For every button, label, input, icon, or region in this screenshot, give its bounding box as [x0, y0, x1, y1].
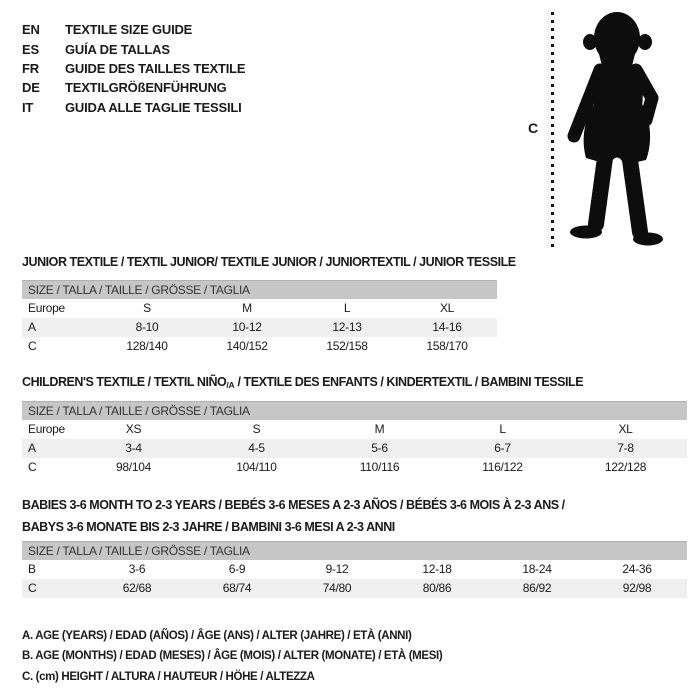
language-row-de	[22, 78, 245, 97]
language-label: GUIDA ALLE TAGLIE TESSILI	[65, 99, 242, 115]
size-cell: 128/140	[126, 339, 168, 353]
row-label: C	[22, 579, 87, 598]
size-cell: 24-36	[622, 562, 652, 576]
language-label: TEXTILE SIZE GUIDE	[65, 22, 193, 38]
size-cell: 7-8	[564, 439, 687, 458]
row-label: A	[22, 439, 72, 458]
size-cell: 86/92	[487, 579, 587, 598]
row-label: A	[22, 318, 97, 337]
height-measure-label: C	[528, 120, 539, 136]
size-cell: S	[252, 422, 261, 436]
table-row-height	[22, 337, 497, 356]
language-label: GUIDE DES TAILLES TEXTILE	[65, 60, 246, 76]
heading-line-1: BABIES 3-6 MONTH TO 2-3 YEARS / BEBÉS 3-6 MESES A 2-3 AÑOS / BÉBÉS 3-6 MOIS À 2-3 ANS /	[22, 498, 565, 512]
size-cell: 4-5	[195, 439, 318, 458]
legend-line-b: B. AGE (MONTHS) / EDAD (MESES) / ÂGE (MOIS) / ALTER (MONATE) / ETÀ (MESI)	[22, 650, 443, 663]
baby-silhouette-icon	[560, 8, 672, 248]
table-header-row	[22, 542, 687, 560]
size-cell: XL	[439, 301, 455, 315]
table-row-europe	[22, 299, 497, 318]
size-cell: XS	[125, 422, 142, 436]
size-cell: M	[242, 301, 252, 315]
size-cell: 98/104	[116, 460, 151, 474]
language-code: EN	[22, 22, 40, 38]
children-size-table	[22, 401, 687, 477]
size-cell: 74/80	[287, 579, 387, 598]
size-cell: 104/110	[236, 460, 277, 474]
size-cell: XL	[618, 422, 633, 436]
language-list	[22, 20, 245, 117]
size-header-bar: SIZE / TALLA / TAILLE / GRÖSSE / TAGLIA	[22, 402, 687, 420]
junior-size-table	[22, 280, 497, 356]
size-cell: 3-4	[72, 439, 195, 458]
size-cell: 152/158	[326, 339, 368, 353]
language-row-it	[22, 98, 245, 117]
legend-line-a: A. AGE (YEARS) / EDAD (AÑOS) / ÂGE (ANS) / ALTER (JAHRE) / ETÀ (ANNI)	[22, 630, 412, 642]
babies-size-table	[22, 541, 687, 598]
table-row-age	[22, 318, 497, 337]
language-label: GUÍA DE TALLAS	[65, 41, 170, 57]
measure-legend	[22, 626, 442, 687]
size-cell: 110/116	[359, 460, 400, 474]
size-cell: 9-12	[325, 562, 349, 576]
language-code: FR	[22, 60, 39, 76]
size-cell: 6-7	[441, 439, 564, 458]
size-cell: 10-12	[197, 318, 297, 337]
size-cell: M	[374, 422, 385, 436]
size-cell: L	[343, 301, 351, 315]
size-cell: 14-16	[397, 318, 497, 337]
table-row-height	[22, 458, 687, 477]
size-cell: 8-10	[97, 318, 197, 337]
size-cell: 122/128	[604, 460, 647, 474]
table-row-months	[22, 560, 687, 579]
size-cell: 68/74	[187, 579, 287, 598]
language-row-en	[22, 20, 245, 39]
language-row-es	[22, 39, 245, 58]
size-header-bar: SIZE / TALLA / TAILLE / GRÖSSE / TAGLIA	[22, 542, 687, 560]
section-heading-junior: JUNIOR TEXTILE / TEXTIL JUNIOR/ TEXTILE JUNIOR / JUNIORTEXTIL / JUNIOR TESSILE	[22, 255, 516, 269]
table-header-row	[22, 281, 497, 299]
heading-text: CHILDREN'S TEXTILE / TEXTIL NIÑO	[22, 375, 227, 389]
height-measure-line	[551, 12, 554, 248]
row-label: C	[28, 460, 37, 474]
legend-line-c: C. (cm) HEIGHT / ALTURA / HAUTEUR / HÖHE / ALTEZZA	[22, 670, 315, 683]
size-cell: 5-6	[318, 439, 441, 458]
size-cell: 12-13	[297, 318, 397, 337]
table-row-age	[22, 439, 687, 458]
heading-text: / TEXTILE DES ENFANTS / KINDERTEXTIL / BAMBINI TESSILE	[234, 375, 584, 389]
section-heading-babies	[22, 495, 565, 538]
row-label: B	[28, 562, 36, 576]
row-label: Europe	[28, 422, 65, 436]
row-label: C	[28, 339, 37, 353]
heading-line-2: BABYS 3-6 MONATE BIS 2-3 JAHRE / BAMBINI 3-6 MESI A 2-3 ANNI	[22, 519, 395, 534]
size-cell: 18-24	[522, 562, 552, 576]
table-row-height	[22, 579, 687, 598]
size-header-bar: SIZE / TALLA / TAILLE / GRÖSSE / TAGLIA	[22, 281, 497, 299]
table-row-europe	[22, 420, 687, 439]
section-heading-children	[22, 375, 583, 390]
row-label: Europe	[28, 301, 65, 315]
language-code: ES	[22, 41, 39, 57]
size-cell: 62/68	[87, 579, 187, 598]
size-cell: 116/122	[482, 460, 523, 474]
language-row-fr	[22, 59, 245, 78]
size-cell: 92/98	[587, 579, 687, 598]
size-cell: 158/170	[426, 339, 468, 353]
heading-subscript: /A	[226, 380, 235, 390]
language-label: TEXTILGRÖßENFÜHRUNG	[65, 80, 227, 96]
size-cell: 12-18	[422, 562, 452, 576]
size-cell: 6-9	[228, 562, 246, 576]
table-header-row	[22, 402, 687, 420]
size-cell: 3-6	[128, 562, 146, 576]
baby-silhouette-shapes	[570, 12, 663, 246]
size-cell: L	[499, 422, 506, 436]
language-code: IT	[22, 99, 34, 115]
size-cell: 140/152	[226, 339, 268, 353]
size-cell: S	[143, 301, 151, 315]
size-cell: 80/86	[387, 579, 487, 598]
language-code: DE	[22, 80, 40, 96]
